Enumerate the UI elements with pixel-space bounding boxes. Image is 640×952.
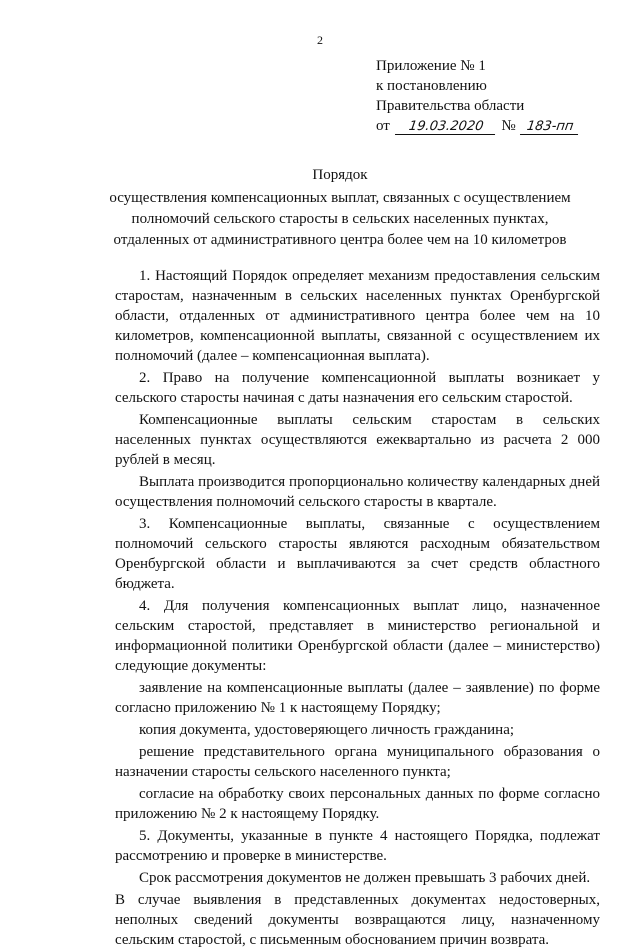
paragraph-4: Выплата производится пропорционально количеству календарных дней осуществления полномочий сельского старосты в квартале. <box>115 474 600 510</box>
title-heading: Порядок <box>312 167 368 183</box>
paragraph-8: копия документа, удостоверяющего личность гражданина; <box>139 722 515 738</box>
appendix-date-line <box>376 116 581 136</box>
page-number: 2 <box>317 33 323 47</box>
paragraph-3: Компенсационные выплаты сельским старостам в сельских населенных пунктах осуществляются ежеквартально из расчета 2 000 рублей в месяц. <box>115 412 600 468</box>
paragraph-2: 2. Право на получение компенсационной выплаты возникает у сельского старосты начиная с даты назначения его сельским старостой. <box>115 370 600 406</box>
appendix-line-3: Правительства области <box>376 98 525 114</box>
date-prefix: от <box>376 118 390 134</box>
paragraph-13: В случае выявления в представленных документах недостоверных, неполных сведений документы возвращаются лицу, назначенному сельским старостой, с письменным обоснованием причин возврата. <box>115 892 600 948</box>
paragraph-7: заявление на компенсационные выплаты (далее – заявление) по форме согласно приложению № 1 к настоящему Порядку; <box>115 680 600 716</box>
paragraph-9: решение представительного органа муниципального образования о назначении старосты сельского населенного пункта; <box>115 744 600 780</box>
handwritten-number: 183-пп <box>520 120 580 135</box>
paragraph-1: 1. Настоящий Порядок определяет механизм предоставления сельским старостам, назначенным в сельских населенных пунктах Оренбургской области, отдаленных от административного центра более чем на 10 километров, компенсационной выплаты, связанной с осуществлением их полномочий (далее – компенсационная выплата). <box>115 268 600 364</box>
handwritten-date: 19.03.2020 <box>395 120 497 135</box>
document-body <box>115 266 600 952</box>
paragraph-12: Срок рассмотрения документов не должен превышать 3 рабочих дней. <box>139 870 591 886</box>
appendix-line-1: Приложение № 1 <box>376 58 486 74</box>
paragraph-6: 4. Для получения компенсационных выплат лицо, назначенное сельским старостой, представляет в министерство региональной и информационной политики Оренбургской области (далее – министерство) следующие документы: <box>115 598 600 674</box>
title-line-3: отдаленных от административного центра более чем на 10 километров <box>113 232 567 248</box>
document-title <box>60 165 620 251</box>
number-sign: № <box>501 118 516 134</box>
appendix-block <box>376 56 581 136</box>
paragraph-5: 3. Компенсационные выплаты, связанные с осуществлением полномочий сельского старосты являются расходным обязательством Оренбургской области и выплачиваются за счет средств областного бюджета. <box>115 516 600 592</box>
title-line-2: полномочий сельского старосты в сельских населенных пунктах, <box>131 211 549 227</box>
paragraph-11: 5. Документы, указанные в пункте 4 настоящего Порядка, подлежат рассмотрению и проверке в министерстве. <box>115 828 600 864</box>
paragraph-10: согласие на обработку своих персональных данных по форме согласно приложению № 2 к настоящему Порядку. <box>115 786 600 822</box>
appendix-line-2: к постановлению <box>376 78 487 94</box>
title-line-1: осуществления компенсационных выплат, связанных с осуществлением <box>109 190 571 206</box>
